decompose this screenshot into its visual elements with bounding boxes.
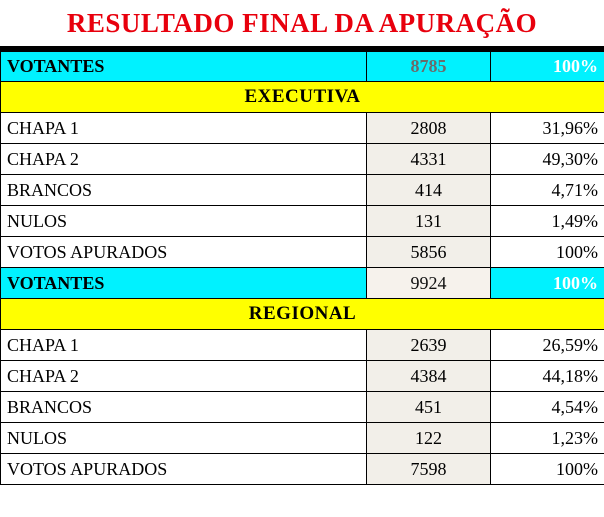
row-votes: 122 — [367, 423, 491, 454]
table-row — [1, 144, 604, 175]
row-label: VOTANTES — [1, 268, 367, 299]
table-row — [1, 175, 604, 206]
row-votes: 131 — [367, 206, 491, 237]
row-label: CHAPA 2 — [1, 144, 367, 175]
row-votes: 2639 — [367, 330, 491, 361]
votantes-row — [1, 268, 604, 299]
row-label: CHAPA 1 — [1, 330, 367, 361]
row-percent: 100% — [491, 454, 604, 485]
table-row — [1, 206, 604, 237]
results-table-body — [1, 51, 604, 485]
row-votes: 7598 — [367, 454, 491, 485]
row-votes: 2808 — [367, 113, 491, 144]
document-title-row — [0, 0, 604, 49]
table-row — [1, 113, 604, 144]
row-label: BRANCOS — [1, 392, 367, 423]
row-label: CHAPA 2 — [1, 361, 367, 392]
row-percent: 100% — [491, 51, 604, 82]
row-votes: 8785 — [367, 51, 491, 82]
table-row — [1, 361, 604, 392]
table-row — [1, 330, 604, 361]
row-votes: 4384 — [367, 361, 491, 392]
section-header-label: EXECUTIVA — [1, 82, 604, 113]
row-label: VOTOS APURADOS — [1, 454, 367, 485]
row-votes: 451 — [367, 392, 491, 423]
row-percent: 1,49% — [491, 206, 604, 237]
row-percent: 1,23% — [491, 423, 604, 454]
row-votes: 414 — [367, 175, 491, 206]
table-row — [1, 392, 604, 423]
results-table — [0, 49, 604, 485]
table-row — [1, 454, 604, 485]
row-votes: 9924 — [367, 268, 491, 299]
page-title: RESULTADO FINAL DA APURAÇÃO — [66, 7, 538, 38]
row-label: NULOS — [1, 423, 367, 454]
section-header-row — [1, 82, 604, 113]
row-votes: 5856 — [367, 237, 491, 268]
row-label: BRANCOS — [1, 175, 367, 206]
section-header-row — [1, 299, 604, 330]
row-percent: 100% — [491, 237, 604, 268]
table-row — [1, 423, 604, 454]
row-label: VOTOS APURADOS — [1, 237, 367, 268]
row-percent: 4,54% — [491, 392, 604, 423]
row-percent: 4,71% — [491, 175, 604, 206]
row-label: CHAPA 1 — [1, 113, 367, 144]
row-label: VOTANTES — [1, 51, 367, 82]
table-row — [1, 237, 604, 268]
row-percent: 26,59% — [491, 330, 604, 361]
row-percent: 100% — [491, 268, 604, 299]
row-percent: 49,30% — [491, 144, 604, 175]
votantes-row — [1, 51, 604, 82]
row-label: NULOS — [1, 206, 367, 237]
row-percent: 31,96% — [491, 113, 604, 144]
row-votes: 4331 — [367, 144, 491, 175]
row-percent: 44,18% — [491, 361, 604, 392]
section-header-label: REGIONAL — [1, 299, 604, 330]
